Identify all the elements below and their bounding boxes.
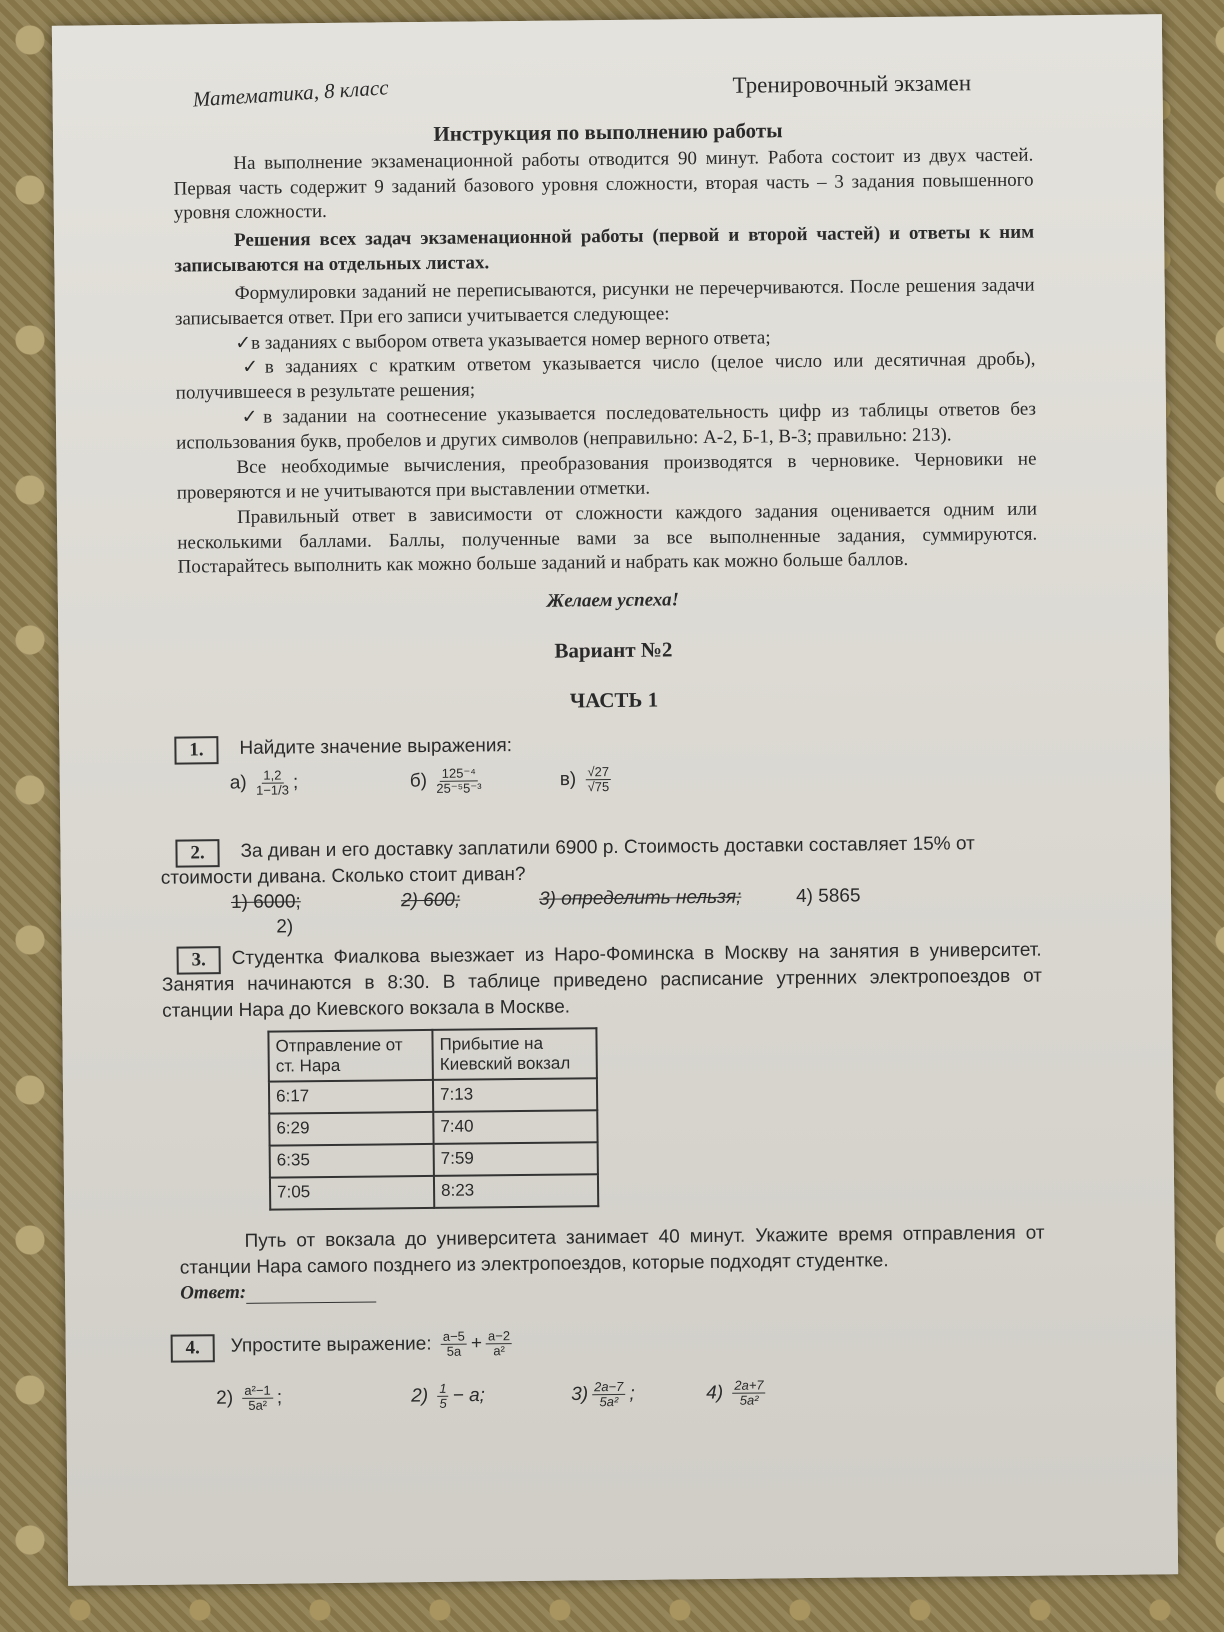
option-label: в)	[559, 768, 577, 791]
instructions-paragraph-4	[176, 448, 1036, 506]
plus-sign: +	[470, 1332, 483, 1355]
fraction	[436, 766, 481, 795]
option-tail: − a;	[452, 1384, 485, 1407]
table-row	[269, 1110, 597, 1145]
task-4-prompt: Упростите выражение:	[230, 1333, 432, 1357]
numerator: 1,2	[261, 768, 283, 783]
option-text: 3) определить нельзя;	[538, 886, 742, 910]
option-text: 2) 600;	[400, 889, 461, 912]
exam-type-header: Тренировочный экзамен	[732, 70, 972, 98]
numerator: a²−1	[242, 1384, 273, 1399]
denominator: 1−1/3	[255, 782, 290, 798]
table-row	[269, 1078, 597, 1113]
fraction	[256, 768, 289, 797]
checkmark-icon: ✓	[235, 332, 252, 354]
fraction	[242, 1384, 273, 1413]
task-2-option-2	[401, 890, 460, 913]
option-tail: ;	[629, 1383, 635, 1405]
answer-label: Ответ:	[180, 1281, 247, 1304]
denominator: 5	[439, 1395, 447, 1411]
denominator: 25⁻⁵5⁻³	[436, 780, 482, 796]
table-cell: 8:23	[434, 1174, 598, 1208]
p1-text: На выполнение экзаменационной работы отводится 90 минут. Работа состоит из двух частей. Первая часть содержит 9 заданий базового уровня сложности, вторая часть – 3 задания повышенного уровня сложности.	[173, 144, 1034, 224]
task-number-4: 4.	[171, 1334, 215, 1362]
table-header: Прибытие на Киевский вокзал	[432, 1028, 597, 1080]
numerator: a−2	[486, 1329, 512, 1344]
option-tail: ;	[292, 771, 299, 793]
table-header: Отправление от ст. Нара	[268, 1030, 433, 1082]
schedule-table-wrap	[267, 1027, 599, 1210]
task-3-text: Студентка Фиалкова выезжает из Наро-Фоминска в Москву на занятия в университет. Занятия начинаются в 8:30. В таблице приведено расписание утренних электропоездов от станции Нара до Киевского вокзала в Москве.	[161, 939, 1042, 1022]
table-row	[270, 1142, 598, 1177]
check2-text: в заданиях с кратким ответом указывается число (целое число или десятичная дробь), получившееся в результате решения;	[175, 348, 1036, 404]
checkmark-icon: ✓	[235, 406, 264, 428]
denominator: √75	[587, 779, 610, 795]
option-text: 1) 6000;	[230, 891, 301, 914]
task-4-option-2	[411, 1381, 485, 1411]
denominator: 5a²	[599, 1393, 619, 1410]
numerator: √27	[585, 765, 611, 780]
table-cell: 7:40	[433, 1110, 597, 1144]
answer-line	[180, 1281, 376, 1305]
answer-blank[interactable]	[246, 1286, 376, 1304]
task-number-1: 1.	[174, 736, 218, 764]
task-1-option-b	[410, 766, 486, 796]
option-label: 4)	[706, 1382, 724, 1404]
table-cell: 6:35	[270, 1144, 434, 1178]
subject-header: Математика, 8 класс	[191, 75, 390, 112]
instructions-paragraph-5	[177, 498, 1038, 581]
schedule-table	[267, 1027, 599, 1210]
check-item-3	[176, 398, 1036, 456]
numerator: 2a−7	[592, 1380, 625, 1395]
check3-text: в задании на соотнесение указывается последовательность цифр из таблицы ответов без использования букв, пробелов и других символов (неправильно: А-2, Б-1, В-3; правильно: 213).	[176, 398, 1037, 454]
table-header-row	[268, 1028, 597, 1081]
check1-text: в заданиях с выбором ответа указывается номер верного ответа;	[251, 327, 771, 354]
wish-text: Желаем успеха!	[546, 589, 680, 612]
instructions-paragraph-1	[173, 144, 1034, 227]
instructions-title: Инструкция по выполнению работы	[433, 118, 783, 146]
checkmark-icon: ✓	[235, 356, 265, 378]
numerator: 2a+7	[732, 1378, 765, 1393]
task-2-handwritten-answer: 2)	[276, 916, 294, 938]
task-4-option-1	[216, 1384, 282, 1414]
instructions-paragraph-3	[175, 274, 1035, 332]
numerator: 1	[437, 1382, 448, 1397]
task-1-option-c	[560, 765, 616, 795]
task-2-option-1	[231, 891, 301, 914]
numerator: a−5	[441, 1330, 467, 1345]
task-2-text: За диван и его доставку заплатили 6900 р. Стоимость доставки составляет 15% от стоимости дивана. Сколько стоит диван?	[160, 833, 975, 889]
variant-title: Вариант №2	[554, 637, 673, 663]
numerator: 125⁻⁴	[440, 766, 478, 781]
table-cell: 7:05	[270, 1176, 434, 1210]
table-cell: 7:59	[434, 1142, 598, 1176]
exam-sheet	[52, 14, 1178, 1586]
task-3-question: Путь от вокзала до университета занимает 40 минут. Укажите время отправления от станции Нара самого позднего из электропоездов, которые подходят студентке.	[179, 1222, 1045, 1279]
task-2-option-3	[539, 887, 742, 911]
check-item-2	[175, 348, 1035, 406]
task-4-option-3	[571, 1380, 635, 1410]
fraction	[732, 1378, 766, 1407]
part-title: ЧАСТЬ 1	[569, 687, 659, 713]
option-label: а)	[229, 772, 247, 794]
task-1-option-a	[230, 768, 299, 798]
p3-text: Формулировки заданий не переписываются, рисунки не перечерчиваются. После решения задачи записывается ответ. При его записи учитывается следующее:	[174, 274, 1035, 330]
task-number-3: 3.	[177, 946, 221, 974]
task-2-option-4: 4) 5865	[795, 885, 861, 908]
p5-text: Правильный ответ в зависимости от сложности каждого задания оценивается одним или несколькими баллами. Баллы, полученные вами за все выполненные задания, суммируются. Постарайтесь выполнить как можно больше заданий и набрать как можно больше баллов.	[177, 498, 1038, 578]
task-number-2: 2.	[175, 839, 219, 867]
table-cell: 7:13	[433, 1078, 597, 1112]
fraction	[486, 1329, 512, 1358]
fraction	[585, 765, 611, 794]
denominator: 5a	[446, 1343, 462, 1359]
option-tail: ;	[276, 1387, 283, 1409]
option-label: 3)	[571, 1383, 589, 1406]
p2-text: Решения всех задач экзаменационной работы (первой и второй частей) и ответы к ним записываются на отдельных листах.	[174, 221, 1035, 277]
denominator: 5a²	[248, 1397, 268, 1413]
table-cell: 6:29	[269, 1112, 433, 1146]
fraction	[441, 1330, 467, 1359]
p4-text: Все необходимые вычисления, преобразования производятся в черновике. Черновики не проверяются и не учитываются при выставлении отметки.	[176, 448, 1037, 504]
denominator: a²	[493, 1343, 506, 1359]
denominator: 5a²	[739, 1392, 759, 1408]
option-label: 2)	[411, 1385, 429, 1407]
task-4-option-4	[706, 1378, 770, 1408]
instructions-paragraph-2	[174, 221, 1034, 279]
task-1-text: Найдите значение выражения:	[239, 735, 513, 759]
task-4-text	[231, 1329, 517, 1361]
fraction	[592, 1380, 626, 1409]
option-label: б)	[409, 770, 428, 792]
table-cell: 6:17	[269, 1080, 433, 1114]
option-label: 2)	[216, 1387, 234, 1409]
table-row	[270, 1174, 598, 1209]
fraction	[437, 1382, 449, 1411]
